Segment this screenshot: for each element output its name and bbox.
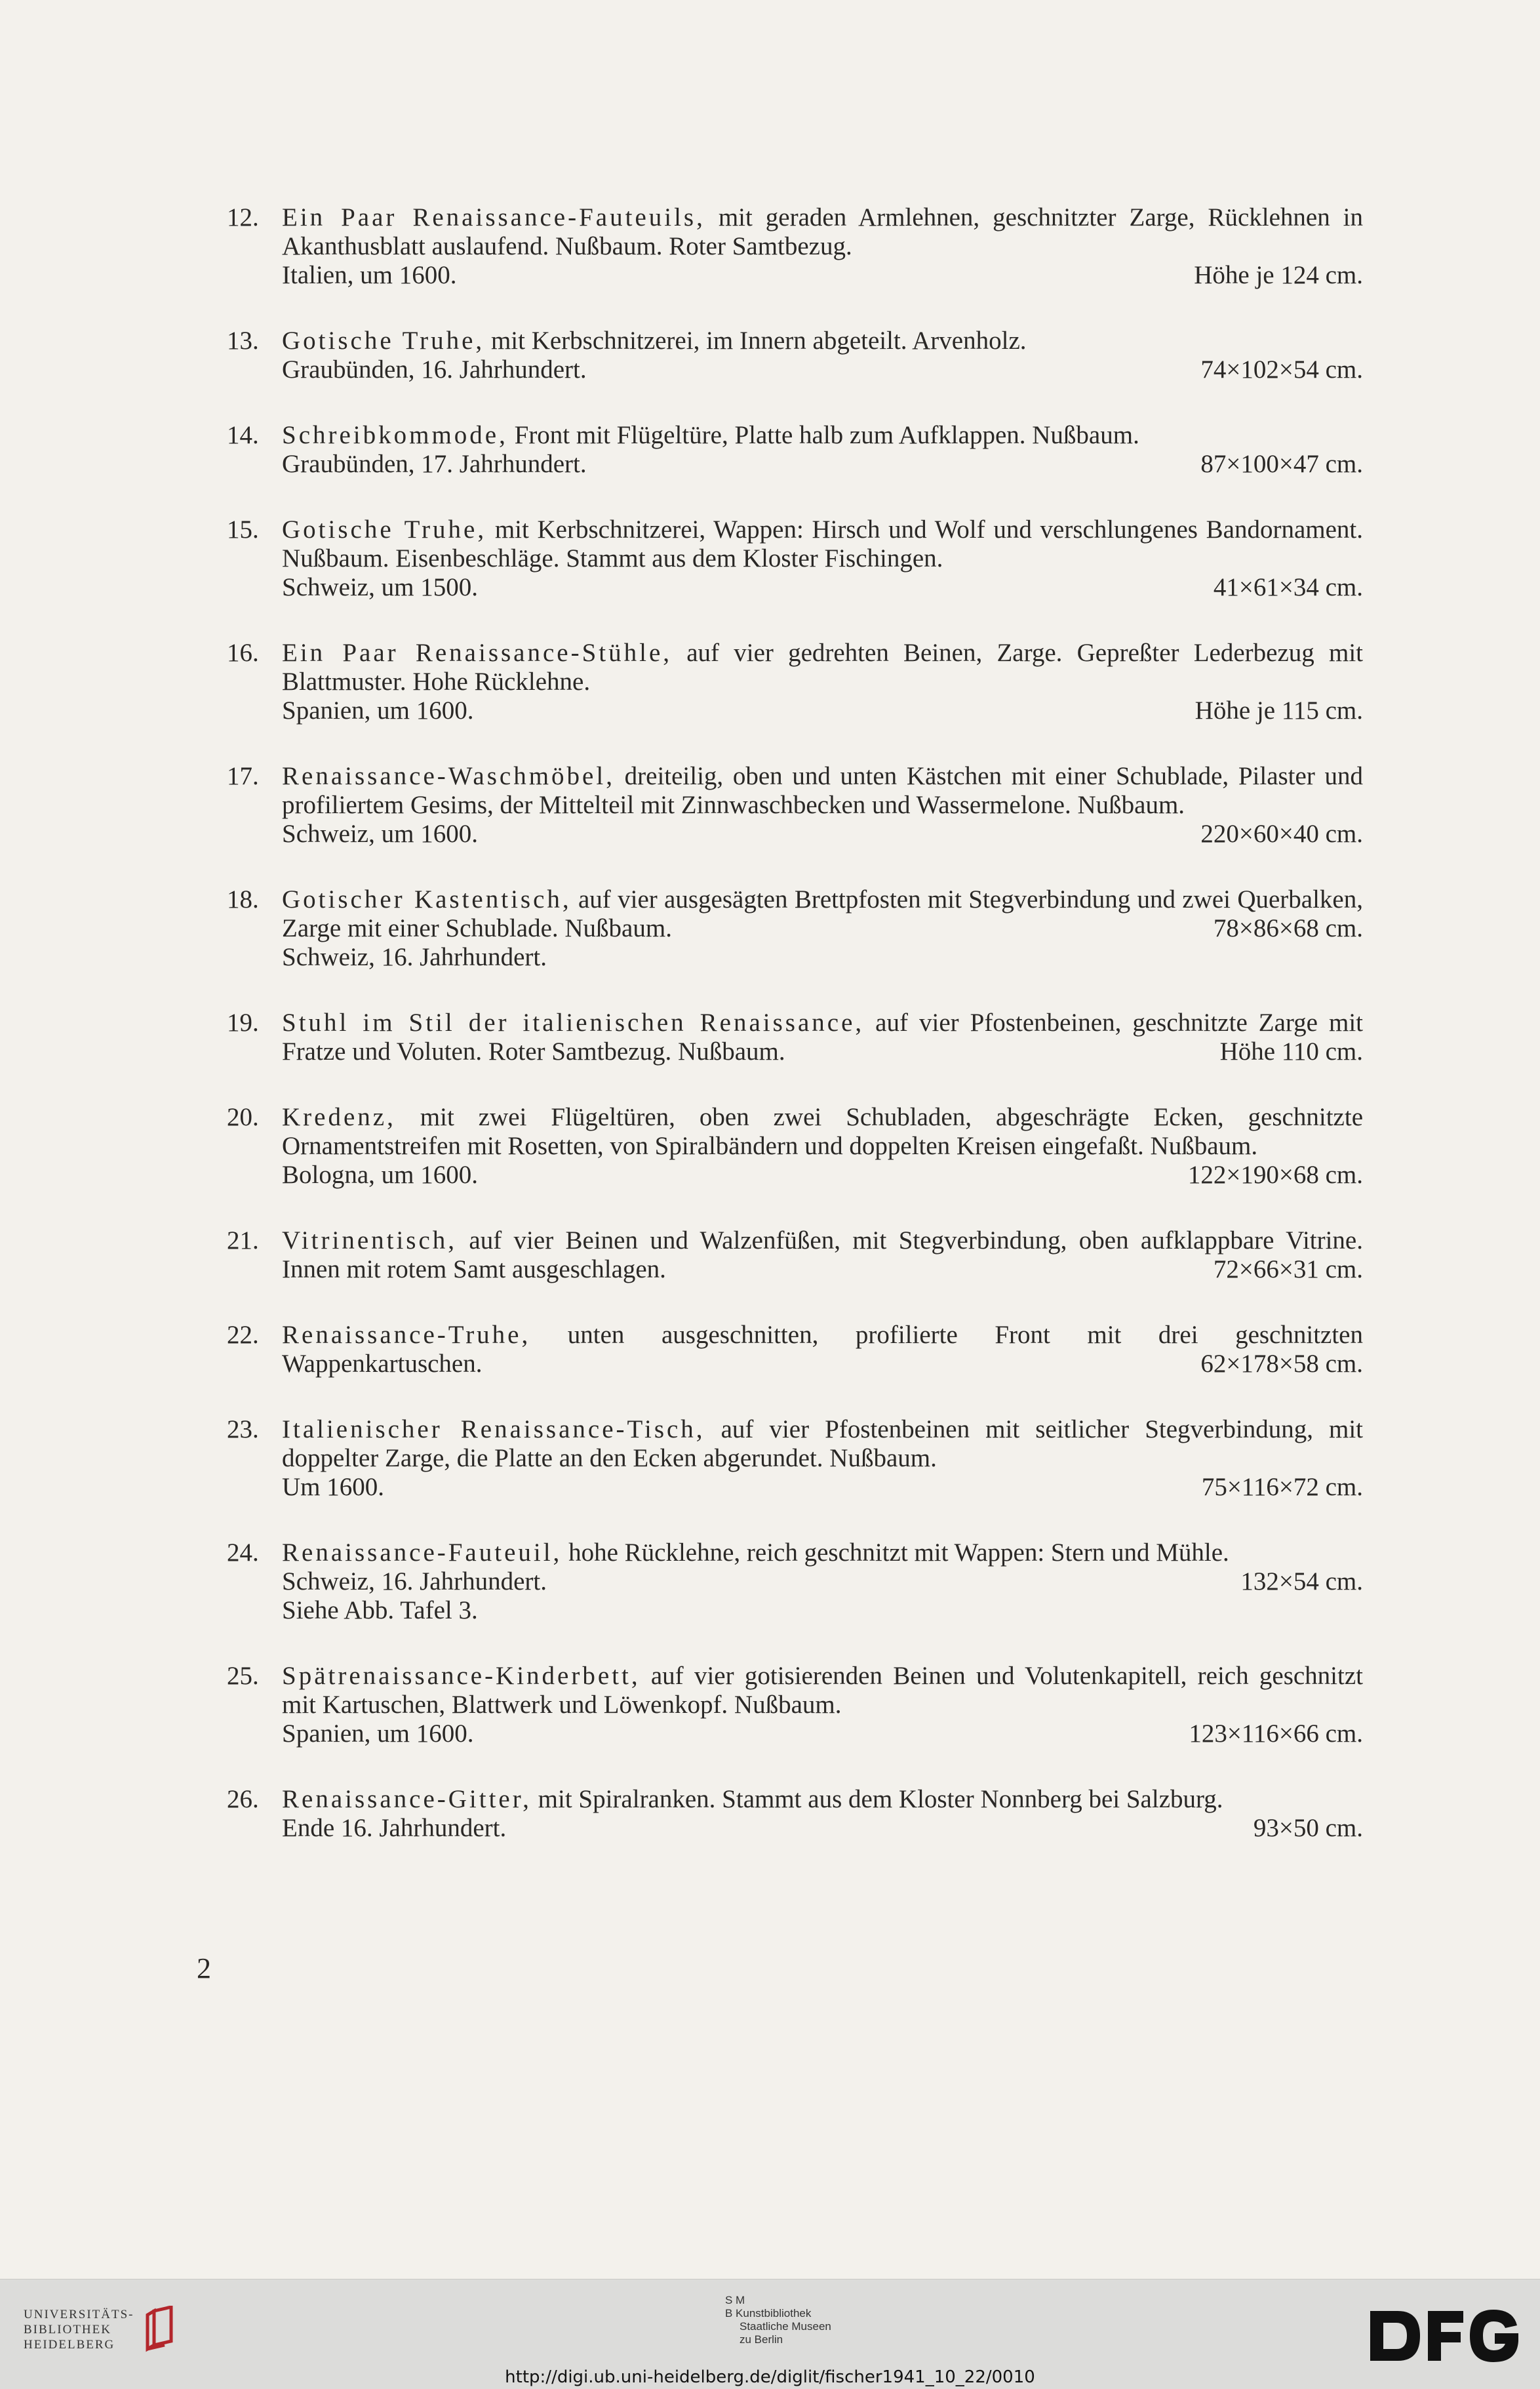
entry-description xyxy=(282,203,1363,261)
entry-origin: Schweiz, 16. Jahrhundert. xyxy=(282,943,547,971)
catalog-entry xyxy=(227,1662,1363,1748)
catalog-entry xyxy=(227,1785,1363,1843)
entry-text: auf vier Pfostenbeinen, geschnitzte Zarge mit Fratze und Voluten. Roter Samtbezug. Nußbaum. xyxy=(282,1009,1364,1066)
entry-origin: Graubünden, 16. Jahrhundert. xyxy=(282,355,587,384)
entry-dimensions: Höhe 110 cm. xyxy=(1219,1037,1363,1066)
university-library-logo[interactable] xyxy=(24,2306,182,2353)
entry-origin: Schweiz, 16. Jahrhundert. xyxy=(282,1567,547,1596)
catalog-entry xyxy=(227,1009,1363,1066)
entry-description xyxy=(282,421,1363,450)
entry-text: auf vier Beinen und Walzenfüßen, mit Stegverbindung, oben aufklappbare Vitrine. Innen mit rotem Samt ausgeschlagen. xyxy=(282,1226,1363,1283)
catalog-entry xyxy=(227,1538,1363,1625)
entry-origin: Um 1600. xyxy=(282,1473,384,1501)
entry-text: auf vier gotisierenden Beinen und Volutenkapitell, reich geschnitzt mit Kartuschen, Blattwerk und Löwenkopf. Nußbaum. xyxy=(282,1662,1363,1719)
page-number: 2 xyxy=(197,1952,211,1984)
entry-dimensions: 74×102×54 cm. xyxy=(1200,355,1363,384)
entry-title: Gotischer Kastentisch, xyxy=(282,885,572,913)
entry-dimensions: 220×60×40 cm. xyxy=(1200,820,1363,848)
entry-text: auf vier Pfostenbeinen mit seitlicher Stegverbindung, mit doppelter Zarge, die Platte an den Ecken abgerundet. Nußbaum. xyxy=(282,1415,1363,1472)
entry-origin: Schweiz, um 1600. xyxy=(282,820,478,848)
entry-title: Stuhl im Stil der italienischen Renaissance, xyxy=(282,1009,865,1037)
entry-dimensions: 87×100×47 cm. xyxy=(1200,450,1363,478)
entry-dimensions: 62×178×58 cm. xyxy=(1200,1350,1363,1378)
entry-text: mit Spiralranken. Stammt aus dem Kloster Nonnberg bei Salzburg. xyxy=(531,1785,1223,1813)
entry-description xyxy=(282,762,1363,820)
entry-dimensions: 41×61×34 cm. xyxy=(1213,573,1363,601)
library-line: HEIDELBERG xyxy=(24,2337,115,2352)
catalog-entries xyxy=(227,203,1363,1879)
entry-dimensions: Höhe je 124 cm. xyxy=(1194,261,1363,289)
entry-text: unten ausgeschnitten, profilierte Front mit drei geschnitzten Wappenkartuschen. xyxy=(282,1321,1363,1378)
entry-number: 25. xyxy=(227,1662,259,1690)
catalog-entry xyxy=(227,1226,1363,1284)
entry-text: Front mit Flügeltüre, Platte halb zum Aufklappen. Nußbaum. xyxy=(507,421,1139,449)
entry-text: mit Kerbschnitzerei, im Innern abgeteilt. Arvenholz. xyxy=(484,327,1027,355)
entry-reference: Siehe Abb. Tafel 3. xyxy=(282,1596,478,1624)
entry-title: Gotische Truhe, xyxy=(282,515,487,544)
book-logo-icon xyxy=(142,2306,182,2353)
entry-text: auf vier gedrehten Beinen, Zarge. Gepreßter Lederbezug mit Blattmuster. Hohe Rücklehne. xyxy=(282,639,1363,696)
entry-origin: Schweiz, um 1500. xyxy=(282,573,478,601)
entry-description xyxy=(282,1226,1363,1284)
dfg-logo[interactable] xyxy=(1365,2306,1522,2366)
entry-number: 15. xyxy=(227,515,259,544)
entry-text: hohe Rücklehne, reich geschnitzt mit Wappen: Stern und Mühle. xyxy=(562,1538,1229,1567)
entry-description xyxy=(282,1009,1363,1066)
entry-title: Schreibkommode, xyxy=(282,421,508,449)
entry-origin: Spanien, um 1600. xyxy=(282,1719,474,1748)
smb-line: S M xyxy=(725,2294,745,2306)
catalog-entry xyxy=(227,203,1363,290)
entry-description xyxy=(282,1103,1363,1161)
entry-origin: Bologna, um 1600. xyxy=(282,1161,478,1189)
entry-description xyxy=(282,1785,1363,1814)
entry-title: Gotische Truhe, xyxy=(282,327,485,355)
entry-description xyxy=(282,327,1363,355)
smb-line: B Kunstbibliothek xyxy=(725,2307,812,2319)
catalog-entry xyxy=(227,327,1363,384)
entry-description xyxy=(282,1321,1363,1378)
entry-number: 19. xyxy=(227,1009,259,1037)
entry-dimensions: Höhe je 115 cm. xyxy=(1194,696,1363,725)
entry-number: 24. xyxy=(227,1538,259,1567)
entry-description xyxy=(282,885,1363,943)
entry-title: Renaissance-Fauteuil, xyxy=(282,1538,563,1567)
source-url[interactable]: http://digi.ub.uni-heidelberg.de/diglit/fischer1941_10_22/0010 xyxy=(505,2367,1035,2387)
entry-description xyxy=(282,515,1363,573)
catalog-entry xyxy=(227,515,1363,602)
catalog-entry xyxy=(227,1415,1363,1502)
entry-title: Italienischer Renaissance-Tisch, xyxy=(282,1415,705,1443)
entry-number: 13. xyxy=(227,327,259,355)
library-line: BIBLIOTHEK xyxy=(24,2322,111,2337)
entry-title: Ein Paar Renaissance-Fauteuils, xyxy=(282,203,705,231)
library-line: UNIVERSITÄTS- xyxy=(24,2307,134,2321)
catalog-entry xyxy=(227,762,1363,849)
entry-dimensions: 122×190×68 cm. xyxy=(1187,1161,1363,1189)
entry-text: auf vier ausgesägten Brettpfosten mit Stegverbindung und zwei Querbalken, Zarge mit einer Schublade. Nußbaum. xyxy=(282,885,1363,942)
viewer-footer xyxy=(0,2279,1540,2389)
entry-dimensions: 78×86×68 cm. xyxy=(1213,914,1363,942)
smb-kunstbibliothek-logo[interactable] xyxy=(725,2294,831,2346)
entry-dimensions: 123×116×66 cm. xyxy=(1189,1719,1363,1748)
catalog-entry xyxy=(227,1103,1363,1190)
entry-number: 16. xyxy=(227,639,259,667)
entry-dimensions: 93×50 cm. xyxy=(1253,1814,1363,1842)
entry-dimensions: 75×116×72 cm. xyxy=(1201,1473,1363,1501)
entry-description xyxy=(282,639,1363,696)
catalog-entry xyxy=(227,885,1363,972)
entry-description xyxy=(282,1415,1363,1473)
entry-title: Vitrinentisch, xyxy=(282,1226,458,1255)
entry-dimensions: 72×66×31 cm. xyxy=(1213,1255,1363,1283)
catalog-entry xyxy=(227,639,1363,725)
entry-description xyxy=(282,1662,1363,1719)
entry-title: Renaissance-Truhe, xyxy=(282,1321,531,1349)
entry-title: Kredenz, xyxy=(282,1103,396,1131)
catalog-entry xyxy=(227,1321,1363,1378)
entry-title: Ein Paar Renaissance-Stühle, xyxy=(282,639,673,667)
entry-number: 18. xyxy=(227,885,259,913)
entry-number: 17. xyxy=(227,762,259,790)
entry-origin: Graubünden, 17. Jahrhundert. xyxy=(282,450,587,478)
entry-number: 23. xyxy=(227,1415,259,1443)
entry-number: 26. xyxy=(227,1785,259,1813)
entry-origin: Ende 16. Jahrhundert. xyxy=(282,1814,507,1842)
entry-description xyxy=(282,1538,1363,1567)
entry-text: mit zwei Flügeltüren, oben zwei Schubladen, abgeschrägte Ecken, geschnitzte Ornamentstreifen mit Rosetten, von Spiralbändern und doppelten Kreisen eingefaßt. Nußbaum. xyxy=(282,1103,1363,1160)
entry-title: Spätrenaissance-Kinderbett, xyxy=(282,1662,641,1690)
entry-text: mit geraden Armlehnen, geschnitzter Zarge, Rücklehnen in Akanthusblatt auslaufend. Nußbaum. Roter Samtbezug. xyxy=(282,203,1363,260)
entry-origin: Italien, um 1600. xyxy=(282,261,457,289)
entry-text: dreiteilig, oben und unten Kästchen mit einer Schublade, Pilaster und profiliertem Gesims, der Mittelteil mit Zinnwaschbecken und Wassermelone. Nußbaum. xyxy=(282,762,1363,819)
entry-origin: Spanien, um 1600. xyxy=(282,696,474,725)
entry-title: Renaissance-Gitter, xyxy=(282,1785,532,1813)
smb-line: zu Berlin xyxy=(740,2333,783,2346)
entry-dimensions: 132×54 cm. xyxy=(1240,1567,1363,1596)
smb-line: Staatliche Museen xyxy=(740,2320,831,2333)
entry-number: 21. xyxy=(227,1226,259,1255)
entry-number: 20. xyxy=(227,1103,259,1131)
entry-number: 12. xyxy=(227,203,259,231)
entry-number: 14. xyxy=(227,421,259,449)
catalog-entry xyxy=(227,421,1363,479)
entry-text: mit Kerbschnitzerei, Wappen: Hirsch und Wolf und verschlungenes Bandornament. Nußbaum. Eisenbeschläge. Stammt aus dem Kloster Fischingen. xyxy=(282,515,1363,572)
entry-title: Renaissance-Waschmöbel, xyxy=(282,762,615,790)
entry-number: 22. xyxy=(227,1321,259,1349)
